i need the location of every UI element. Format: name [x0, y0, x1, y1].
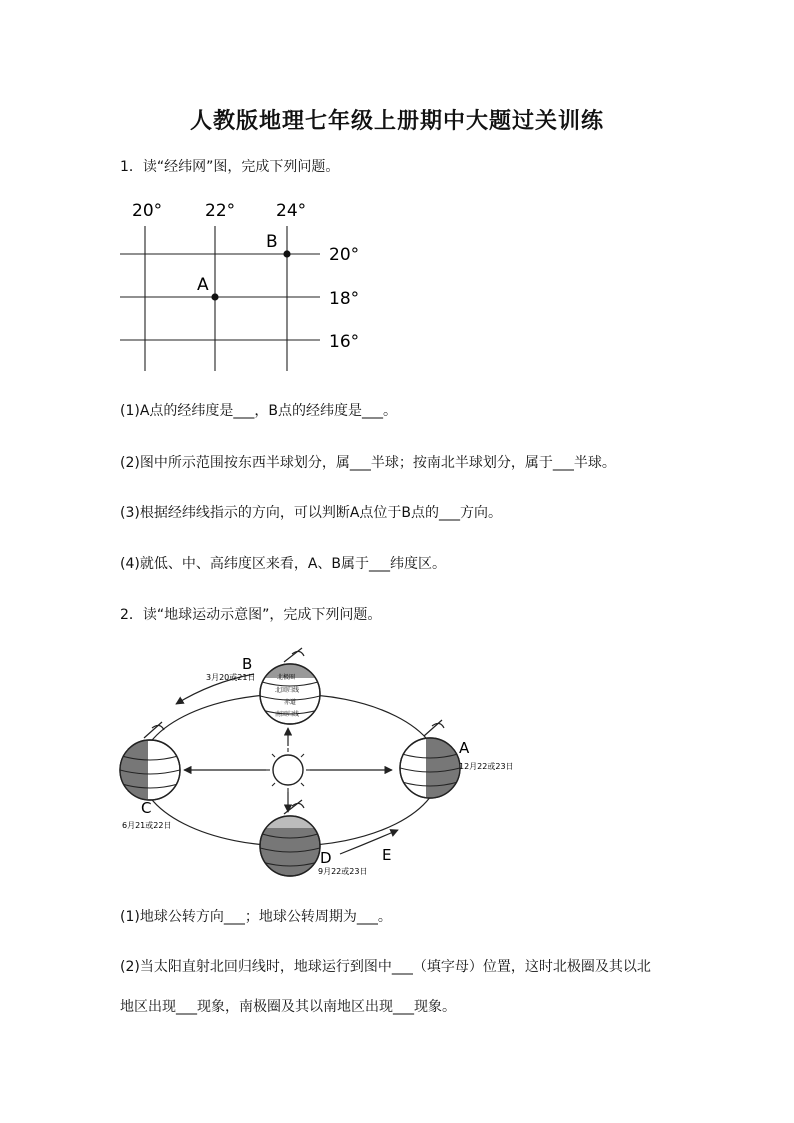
date-a: 12月22或23日 — [459, 762, 514, 771]
sun-icon — [266, 748, 310, 792]
globe-c — [114, 722, 180, 806]
lat-long-grid — [110, 196, 370, 376]
date-d: 9月22或23日 — [318, 867, 368, 876]
earth-revolution-diagram — [112, 646, 532, 886]
label-b: B — [242, 655, 253, 673]
longitude-label-20: 20° — [132, 201, 163, 221]
q2-sub-3: 地区出现___现象，南极圈及其以南地区出现___现象。 — [120, 999, 456, 1015]
label-d: D — [320, 849, 332, 867]
label-e: E — [382, 846, 392, 864]
point-b-label: B — [266, 232, 278, 252]
q1-stem: 1．读“经纬网”图，完成下列问题。 — [120, 159, 340, 175]
q1-sub-4: (4)就低、中、高纬度区来看，A、B属于___纬度区。 — [120, 556, 447, 572]
point-a-dot — [211, 293, 218, 300]
globe-b — [260, 648, 320, 724]
latitude-label-18: 18° — [329, 289, 360, 309]
label-a: A — [459, 739, 470, 757]
q2-sub-1: (1)地球公转方向___；地球公转周期为___。 — [120, 909, 392, 925]
page-title: 人教版地理七年级上册期中大题过关训练 — [189, 109, 604, 134]
q2-stem: 2．读“地球运动示意图”，完成下列问题。 — [120, 607, 382, 623]
q1-sub-2: (2)图中所示范围按东西半球划分，属___半球；按南北半球划分，属于___半球。 — [120, 455, 616, 471]
date-c: 6月21或22日 — [122, 821, 172, 830]
arctic-circle-label: 北极圈 — [277, 674, 296, 681]
label-c: C — [141, 799, 152, 817]
date-b: 3月20或21日 — [206, 673, 256, 682]
point-a-label: A — [197, 275, 209, 295]
globe-d — [260, 800, 320, 876]
latitude-label-20: 20° — [329, 245, 360, 265]
q2-sub-2: (2)当太阳直射北回归线时，地球运行到图中___（填字母）位置，这时北极圈及其以北 — [120, 959, 651, 975]
q1-sub-1: (1)A点的经纬度是___，B点的经纬度是___。 — [120, 403, 398, 419]
tropic-cancer-label: 北回归线 — [275, 687, 300, 694]
q1-sub-3: (3)根据经纬线指示的方向，可以判断A点位于B点的___方向。 — [120, 505, 503, 521]
globe-a — [400, 720, 466, 804]
tropic-capricorn-label: 南回归线 — [275, 711, 300, 718]
longitude-label-22: 22° — [205, 201, 236, 221]
equator-label: 赤道 — [284, 699, 297, 706]
latitude-label-16: 16° — [329, 332, 360, 352]
longitude-label-24: 24° — [276, 201, 307, 221]
point-b-dot — [283, 250, 290, 257]
